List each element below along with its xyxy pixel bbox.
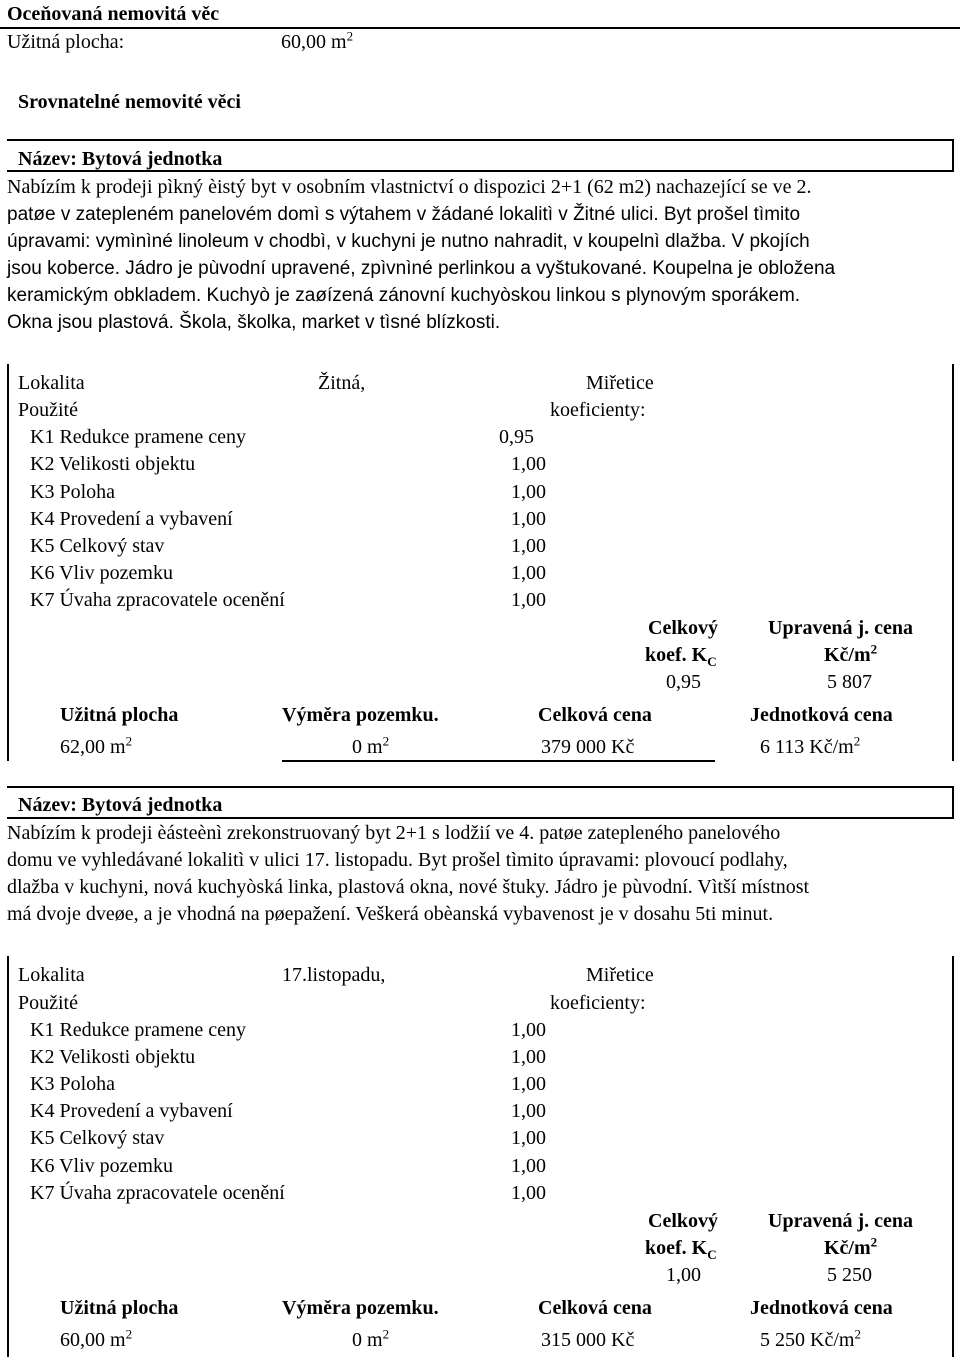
lokalita-value: 17.listopadu,: [282, 964, 386, 986]
celkovy-label: Celkový: [648, 617, 718, 639]
summary-header-unit: Jednotková cena: [750, 1297, 893, 1319]
koef-k-label: koef. $K_C$: [645, 644, 717, 669]
summary-header-total: Celková cena: [538, 1297, 652, 1319]
summary-header-area: Užitná plocha: [60, 704, 179, 726]
summary-total-price: 315 000 Kč: [541, 1329, 635, 1351]
divider: [0, 27, 960, 29]
coef-label: K5 Celkový stav: [30, 1127, 165, 1149]
lokalita-label: Lokalita: [18, 372, 85, 394]
listing-1-right-border: [952, 139, 954, 172]
city: Miřetice: [586, 372, 654, 394]
lokalita-label: Lokalita: [18, 964, 85, 986]
koeficienty-label: koeficienty:: [550, 992, 646, 1014]
summary-header-area: Užitná plocha: [60, 1297, 179, 1319]
listing-2-desc-line: dlažba v kuchyni, nová kuchyòská linka, plastová okna, nové štuky. Jádro je pùvodní. Vìtší místnost: [7, 876, 810, 898]
coef-label: K7 Úvaha zpracovatele ocenění: [30, 1182, 285, 1204]
kc-m2-label: $Kč/m^2$: [824, 1234, 878, 1259]
listing-1-desc-line: keramickým obkladem. Kuchyò je zaøízená zánovní kuchyòskou linkou s plynovým sporákem.: [7, 285, 801, 306]
koef-k-label: koef. $K_C$: [645, 1237, 717, 1262]
coef-value: 1,00: [511, 1182, 546, 1204]
area-label: Užitná plocha:: [7, 31, 125, 53]
summary-unit-price: 5 250 $Kč/m^2$: [760, 1326, 861, 1351]
city: Miřetice: [586, 964, 654, 986]
summary-header-total: Celková cena: [538, 704, 652, 726]
adjusted-price: 5 807: [827, 671, 872, 693]
listing-2-top-border: [7, 786, 954, 788]
listing-1-left-border: [7, 364, 9, 761]
coef-label: K1 Redukce pramene ceny: [30, 1019, 247, 1041]
coef-value: 1,00: [511, 1155, 546, 1177]
page-title: Oceňovaná nemovitá věc: [7, 3, 220, 25]
adjusted-price: 5 250: [827, 1264, 872, 1286]
coef-label: K2 Velikosti objektu: [30, 453, 196, 475]
coef-label: K1 Redukce pramene ceny: [30, 426, 247, 448]
listing-2-left-border: [7, 956, 9, 1357]
coef-value: 0,95: [499, 426, 534, 448]
koeficienty-label: koeficienty:: [550, 399, 646, 421]
area-value: 60,00 $m^2$: [281, 28, 354, 53]
listing-2-right-border: [952, 786, 954, 819]
coef-value: 1,00: [511, 481, 546, 503]
pouzite-label: Použité: [18, 399, 78, 421]
coef-value: 1,00: [511, 1073, 546, 1095]
upravena-label: Upravená j. cena: [768, 617, 913, 639]
coef-label: K4 Provedení a vybavení: [30, 508, 233, 530]
summary-land: 0 $m^2$: [352, 1326, 390, 1351]
coef-value: 1,00: [511, 453, 546, 475]
coef-label: K3 Poloha: [30, 481, 115, 503]
listing-1-desc-line: patøe v zatepleném panelovém domì s výtahem v žádané lokalitì v Žitné ulici. Byt prošel tìmito: [7, 204, 801, 225]
coef-value: 1,00: [511, 562, 546, 584]
summary-area: 62,00 $m^2$: [60, 733, 133, 758]
listing-1-desc-line: Okna jsou plastová. Škola, školka, market v tìsné blízkosti.: [7, 312, 501, 333]
lokalita-value: Žitná,: [318, 372, 366, 394]
summary-header-land: Výměra pozemku.: [282, 704, 439, 726]
coef-label: K6 Vliv pozemku: [30, 562, 173, 584]
coef-label: K3 Poloha: [30, 1073, 115, 1095]
summary-land: 0 $m^2$: [352, 733, 390, 758]
listing-2-name: Název: Bytová jednotka: [18, 794, 223, 816]
listing-1-desc-line: úpravami: vymìnìné linoleum v chodbì, v kuchyni je nutno nahradit, v koupelnì dlažba. V pkojích: [7, 231, 810, 252]
summary-underline: [282, 760, 715, 762]
listing-2-desc-line: Nabízím k prodeji èásteènì zrekonstruovaný byt 2+1 s lodžií ve 4. patøe zatepleného panelového: [7, 822, 781, 844]
coef-value: 1,00: [511, 1127, 546, 1149]
coef-label: K4 Provedení a vybavení: [30, 1100, 233, 1122]
summary-unit-price: 6 113 $Kč/m^2$: [760, 733, 861, 758]
total-koef: 1,00: [666, 1264, 701, 1286]
listing-2-desc-line: domu ve vyhledávané lokalitì v ulici 17. listopadu. Byt prošel tìmito úpravami: plovoucí podlahy,: [7, 849, 788, 871]
coef-label: K7 Úvaha zpracovatele ocenění: [30, 589, 285, 611]
coef-label: K6 Vliv pozemku: [30, 1155, 173, 1177]
total-koef: 0,95: [666, 671, 701, 693]
coef-value: 1,00: [511, 1100, 546, 1122]
summary-area: 60,00 $m^2$: [60, 1326, 133, 1351]
coef-value: 1,00: [511, 589, 546, 611]
listing-1-desc-line: Nabízím k prodeji pìkný èistý byt v osobním vlastnictví o dispozici 2+1 (62 m2) nachazející se ve 2.: [7, 176, 812, 198]
coef-value: 1,00: [511, 1046, 546, 1068]
upravena-label: Upravená j. cena: [768, 1210, 913, 1232]
pouzite-label: Použité: [18, 992, 78, 1014]
celkovy-label: Celkový: [648, 1210, 718, 1232]
summary-total-price: 379 000 Kč: [541, 736, 635, 758]
coef-value: 1,00: [511, 1019, 546, 1041]
summary-header-unit: Jednotková cena: [750, 704, 893, 726]
listing-1-desc-line: jsou koberce. Jádro je pùvodní upravené, zpìvnìné perlinkou a vyštukované. Koupelna je obložena: [7, 258, 836, 279]
listing-1-name: Název: Bytová jednotka: [18, 148, 223, 170]
listing-2-name-border: [7, 817, 954, 819]
listing-2-desc-line: má dvoje dveøe, a je vhodná na pøepažení. Veškerá obèanská vybavenost je v dosahu 5ti minut.: [7, 903, 774, 925]
listing-2-right-border: [952, 956, 954, 1357]
listing-1-top-border: [7, 139, 954, 141]
coef-label: K2 Velikosti objektu: [30, 1046, 196, 1068]
coef-value: 1,00: [511, 508, 546, 530]
section-title: Srovnatelné nemovité věci: [18, 91, 241, 113]
summary-header-land: Výměra pozemku.: [282, 1297, 439, 1319]
coef-value: 1,00: [511, 535, 546, 557]
coef-label: K5 Celkový stav: [30, 535, 165, 557]
kc-m2-label: $Kč/m^2$: [824, 641, 878, 666]
listing-1-name-border: [7, 170, 954, 172]
listing-1-right-border: [952, 364, 954, 761]
